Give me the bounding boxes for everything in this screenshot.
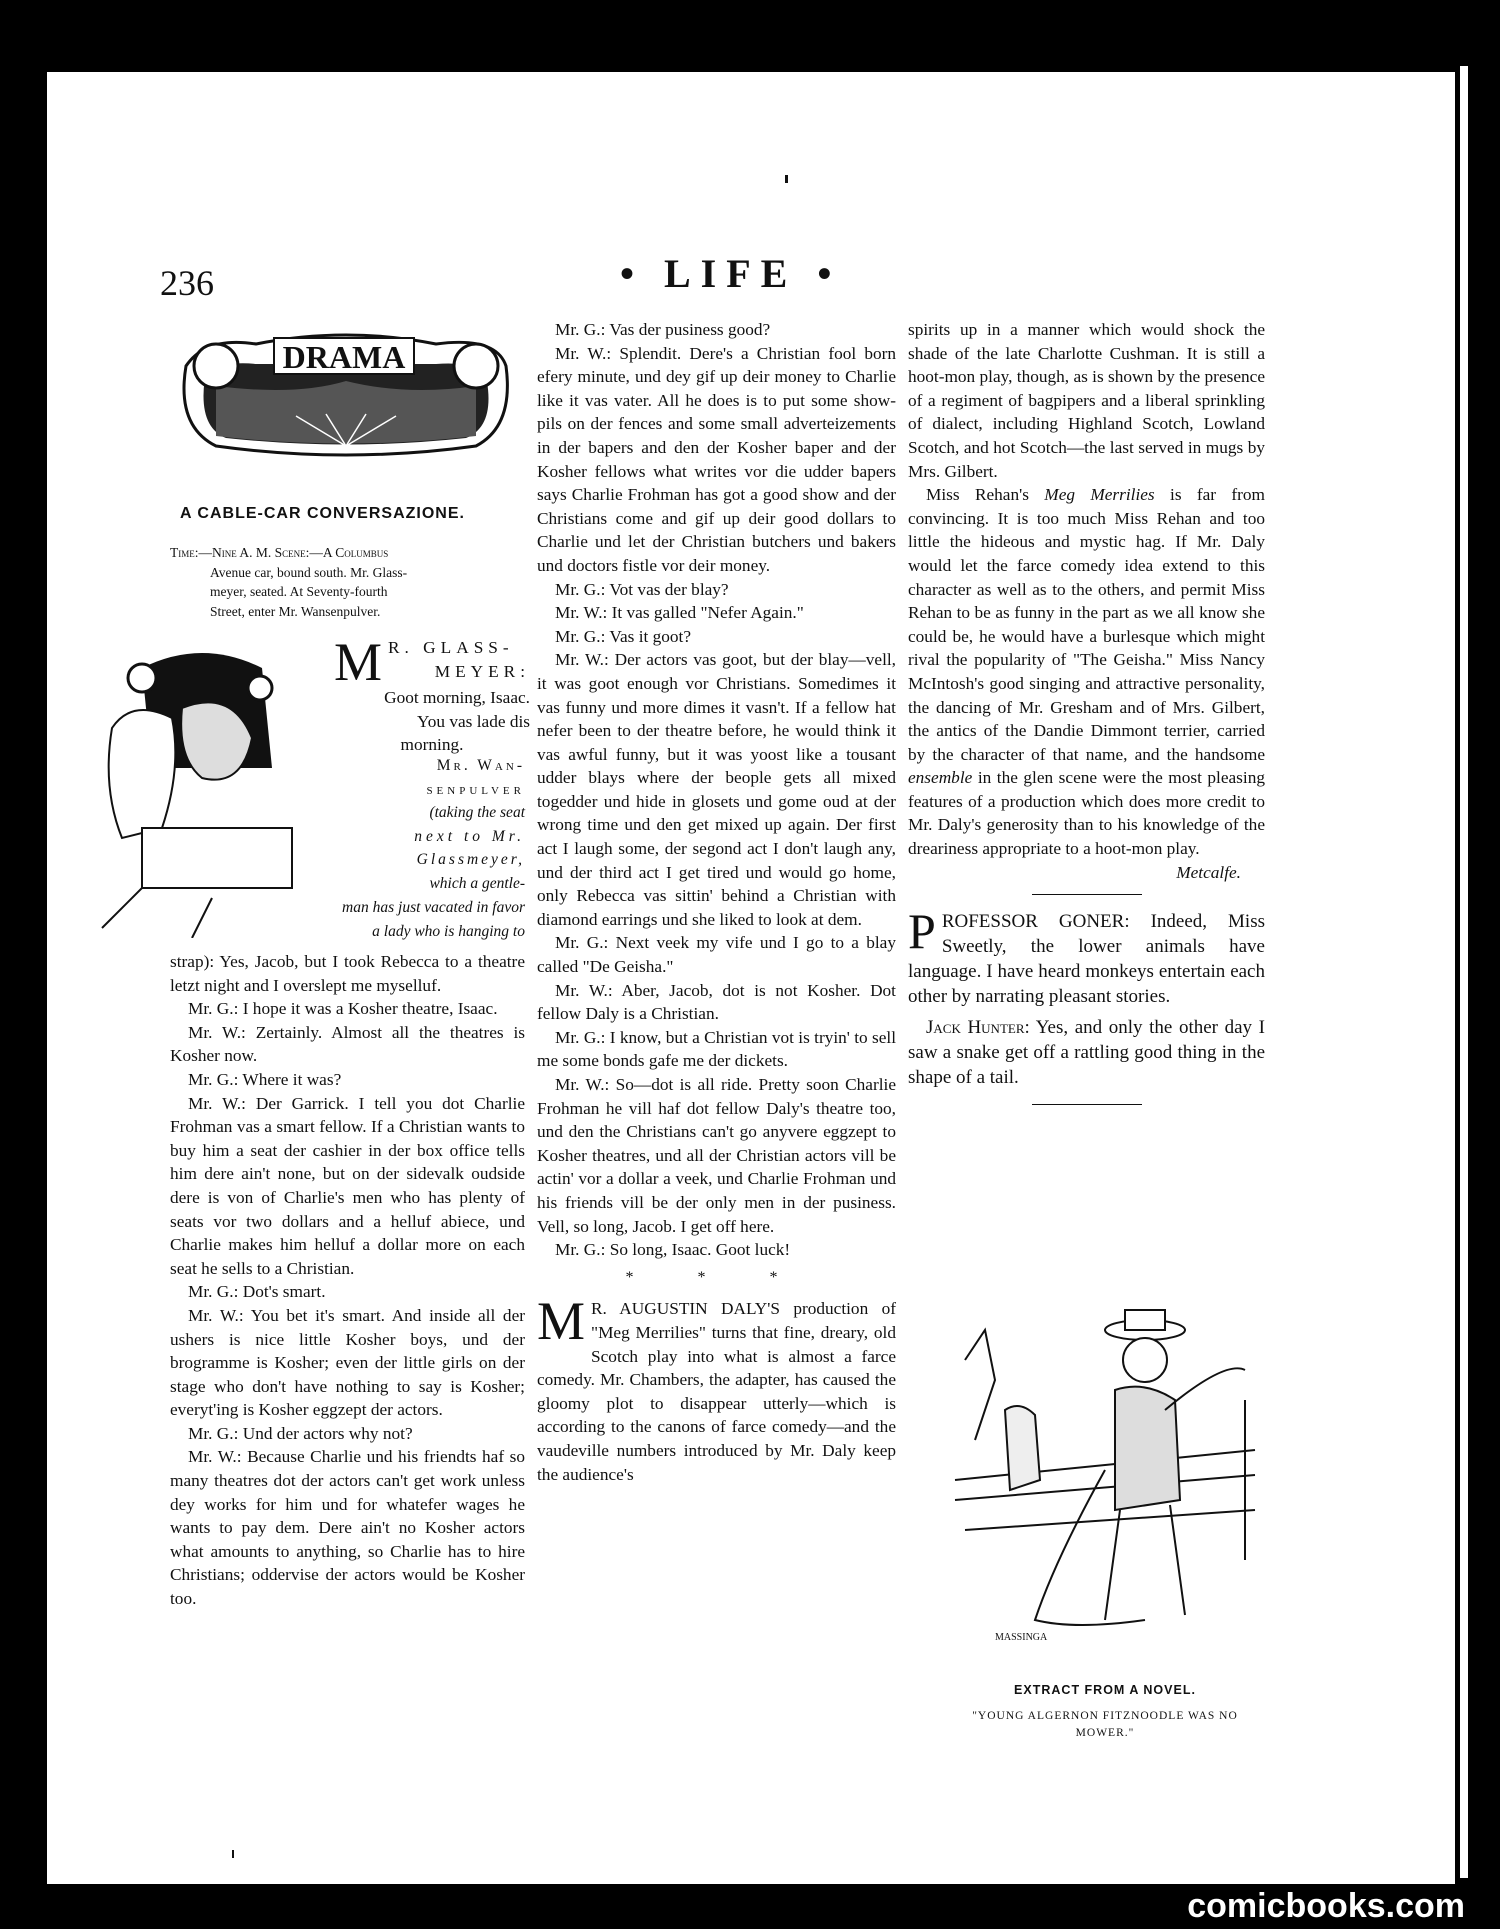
scene-line: Street, enter Mr. Wansenpulver. [210,603,381,619]
cable-car-illustration [82,648,328,938]
dialogue-paragraph: Mr. G.: Und der actors why not? [188,1423,413,1443]
opening-line: morning. [400,735,464,755]
cartoon-quote-line: "YOUNG ALGERNON FITZNOODLE WAS NO [972,1710,1238,1722]
play-title: Meg Merrilies [1044,485,1155,505]
dialogue-paragraph: Mr. W.: Because Charlie und his friendts haf so many theatres dot der actors can't get work unless dey works for him und for whatefer wages he wants to pay dem. Dere ain't no Kosher actors what amounts to anything, so Charlie has to hire Christians; oddervise der actors would be Kosher too. [170,1447,525,1609]
dialogue-paragraph: strap): Yes, Jacob, but I took Rebecca to a theatre letzt night and I overslept me myselluf. [170,952,525,995]
review-text: is far from convincing. It is too much Miss Rehan and too little the hideous and mystic hag. If Mr. Daly would let the farce comedy idea extend to this character as well as to the others, and permit Miss Rehan to be as funny in the part as we all know she could be, he would have a burlesque which might rival the popularity of "The Geisha." Miss Nancy McIntosh's good singing and attractive personality, the dancing of Mr. Gresham and of Mrs. Gilbert, the antics of the Dandie Dimmont terrier, carried by the character of that name, and the handsome [908,485,1266,764]
artist-signature: MASSINGA [995,1632,1048,1643]
opening-line: Goot morning, Isaac. [384,688,530,707]
column-2 [537,318,896,1486]
italic-word: ensemble [908,768,973,788]
review-text: in the glen scene were the most pleasing features of a production which does more credit to Mr. Daly's generosity than to his knowledge of the dreariness appropriate to a hoot-mon play. [908,768,1265,859]
joke-paragraph [908,1015,1265,1090]
print-speck [785,175,788,183]
dialogue-paragraph: Mr. W.: You bet it's smart. And inside all der ushers is nice little Kosher boys, und der brogramme is Kosher; even der little girls on der stage who don't have nothing to say is Kosher; everyt'ing is Kosher eggzept der actors. [170,1305,525,1420]
review-paragraph [537,1291,896,1486]
cartoon-caption: EXTRACT FROM A NOVEL. [1014,1683,1196,1697]
opening-line: You vas lade dis [417,711,530,731]
dialogue-paragraph: Mr. W.: Der Garrick. I tell you dot Charlie Frohman vas a smart fellow. If a Christian wants to buy him a seat der cashier in der box office tells him dere ain't none, but on der sidevalk oudside dere is von of Charlie's men who has plenty of seats vor two dollars and a helluf abiece, und Charlie makes him helluf a dollar more on each seat he sells to a Christian. [170,1093,525,1278]
column-3 [908,318,1265,1115]
drama-logo-text: DRAMA [282,339,406,375]
dialogue-paragraph: Mr. G.: I hope it was a Kosher theatre, Isaac. [188,999,498,1019]
stage-line: Glassmeyer, [416,851,525,869]
opening-line: MEYER: [434,661,530,681]
dialogue-paragraph: Mr. W.: Splendit. Dere's a Christian fool born efery minute, und dey gif up deir money to Charlie like it vas vater. All he does is to put some show-pils on der fences and some small adverteizements in der bapers and den der Kosher baper and der Kosher fellows what writes vor die udder bapers says Charlie Frohman has got a good show and der Christians come and gif up deir good dollars to Charlie und let der Christian butchers und bakers und doctors fistle vor deir money. [537,343,896,575]
stage-line: (taking the seat [429,804,525,822]
stage-line: senpulver [426,780,525,798]
dialogue-paragraph: Mr. W.: It vas galled "Nefer Again." [555,603,804,623]
dialogue-paragraph: Mr. G.: Where it was? [188,1069,342,1089]
drop-cap: M [334,632,383,692]
dialogue-paragraph: Mr. W.: Zertainly. Almost all the theatres is Kosher now. [170,1022,525,1066]
facing-page-edge [1460,66,1468,1878]
review-text: Miss Rehan's [926,485,1045,505]
stage-line: Mr. Wan- [436,757,525,774]
review-text: R. AUGUSTIN DALY'S production of "Meg Merrilies" turns that fine, dreary, old Scotch play into what is almost a farce comedy. Mr. Chambers, the adapter, has caused the gloomy plot to disappear utterly—which is according to the canons of farce comedy—and the vaudeville numbers introduced by Mr. Daly keep the audience's [537,1299,896,1484]
print-speck [232,1850,234,1858]
dialogue-paragraph: Mr. W.: Aber, Jacob, dot is not Kosher. Dot fellow Daly is a Christian. [537,980,896,1024]
dialogue-paragraph: Mr. G.: Vot vas der blay? [555,579,729,599]
cartoon-quote-line: MOWER." [1075,1727,1135,1739]
dialogue-paragraph: Mr. W.: Der actors vas goot, but der blay—vell, it was goot enough vor Christians. Somedimes it vas funny und more dimes it vasn't. If a fellow hat nefer been to der theatre before, he would think it vas awful funny, but it was yoost like a tousant udder blays where der beople gets all mixed togedder und hide in glosets und gome oud at der wrong time und den get mixed up again. Der first act I laugh some, der segond act I don't laugh any, und der third act I get tired und would go home, only Rebecca vas sittin' behind a Christian with diamond earrings und she liked to look at dem. [537,650,896,929]
scene-line: meyer, seated. At Seventy-fourth [210,584,388,599]
joke-paragraph [908,903,1265,1009]
dialogue-paragraph: Mr. G.: Vas it goot? [555,626,692,646]
page-number: 236 [160,263,214,303]
scene-description [170,543,520,621]
column-1 [170,950,525,1611]
masthead-title: • LIFE • [620,251,842,296]
stage-direction [390,754,525,896]
dialogue-paragraph: Mr. G.: So long, Isaac. Goot luck! [555,1240,791,1260]
divider [1032,894,1142,895]
cartoon-quote [925,1708,1285,1742]
scan-border [1468,58,1500,1900]
scene-line: Avenue car, bound south. Mr. Glass- [210,564,408,580]
dialogue-opening [334,632,530,757]
dialogue-paragraph: Mr. G.: Next veek my vife und I go to a blay called "De Geisha." [537,933,896,977]
review-paragraph [908,483,1265,861]
opening-line: R. GLASS- [388,638,514,657]
drama-logo [176,326,514,464]
dialogue-paragraph: Mr. G.: Vas der pusiness good? [555,320,771,339]
stage-line: which a gentle- [429,874,525,892]
review-paragraph: spirits up in a manner which would shock the shade of the late Charlotte Cushman. It is still a hoot-mon play, though, as is shown by the presence of a regiment of bagpipers and a liberal sprinkling of dialect, including Highland Scotch, Lowland Scotch, and hot Scotch—the last served in mugs by Mrs. Gilbert. [908,320,1265,481]
author-signature: Metcalfe. [1176,862,1241,882]
section-separator: * * * [625,1268,808,1286]
dialogue-paragraph: Mr. G.: Dot's smart. [188,1282,326,1302]
divider [1032,1104,1142,1105]
cartoon-illustration [945,1300,1265,1660]
dialogue-paragraph: Mr. G.: I know, but a Christian vot is tryin' to sell me some bonds gafe me der dickets. [537,1027,896,1071]
stage-line: a lady who is hanging to [372,922,525,940]
drop-cap: P [908,903,936,960]
stage-direction-continued [270,896,525,943]
watermark: comicbooks.com [1187,1887,1465,1925]
joke-text: : Yes, and only the other day I saw a snake get off a rattling good thing in the shape of a tail. [908,1017,1265,1089]
article-heading: A CABLE-CAR CONVERSAZIONE. [180,505,465,522]
joke-text: ROFESSOR GONER: Indeed, Miss Sweetly, the lower animals have language. I have heard monkeys entertain each other by narrating pleasant stories. [908,911,1265,1008]
speaker-name: Jack Hunter [926,1017,1025,1039]
scene-line: Time:—Nine A. M. Scene:—A Columbus [170,545,389,560]
drop-cap: M [537,1291,586,1352]
stage-line: next to Mr. [414,827,525,845]
stage-line: man has just vacated in favor [342,899,525,916]
dialogue-paragraph: Mr. W.: So—dot is all ride. Pretty soon Charlie Frohman he vill haf dot fellow Daly's theatre too, und den the Christians can't go anyvere eggzept to Kosher theatres, und all der Christian actors vill be actin' vor a dollar a veek, und Charlie Frohman und his friends vill be der only men in der pusiness. Vell, so long, Jacob. I get off here. [537,1075,896,1236]
